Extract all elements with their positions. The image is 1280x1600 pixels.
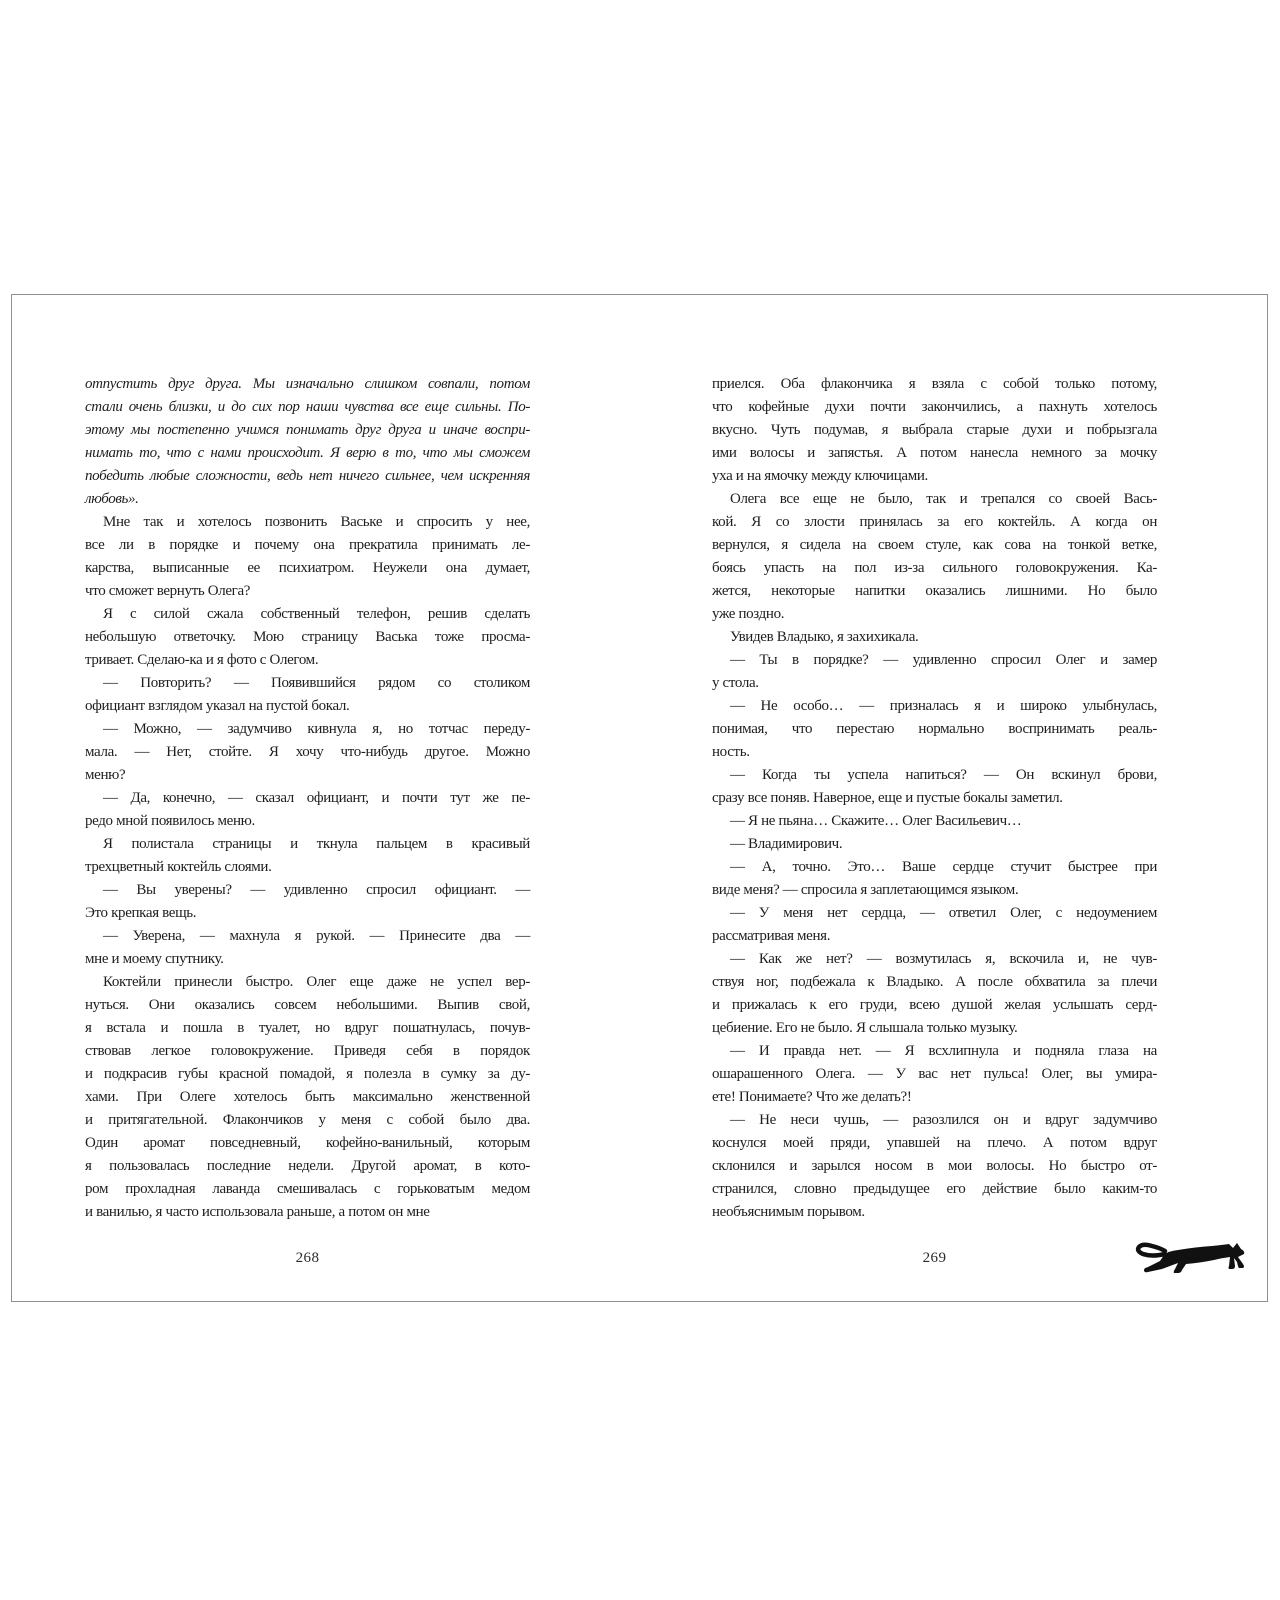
paragraph [712, 626, 1157, 649]
leaping-cat-icon [1134, 1242, 1246, 1276]
text-line: уже поздно. [712, 606, 785, 622]
text-line: нимать то, что с нами происходит. Я верю в то, что мы сможем [85, 445, 530, 461]
text-line: карства, выписанные ее психиатром. Неужели она думает, [85, 560, 530, 576]
text-line: мне и моему спутнику. [85, 951, 224, 967]
paragraph [85, 787, 530, 833]
right-page-text-column [712, 373, 1157, 1224]
text-line: — Ты в порядке? — удивленно спросил Олег и замер [730, 652, 1157, 668]
text-line: боясь упасть на пол из-за сильного головокружения. Ка- [712, 560, 1157, 576]
text-line: жется, некоторые напитки оказались лишними. Но было [712, 583, 1157, 599]
paragraph [85, 511, 530, 603]
text-line: рассматривая меня. [712, 928, 831, 944]
paragraph [85, 373, 530, 511]
text-line: я встала и пошла в туалет, но вдруг пошатнулась, почув- [85, 1020, 530, 1036]
text-line: ствуя ног, подбежала к Владыко. А после обхватила за плечи [712, 974, 1157, 990]
text-line: Мне так и хотелось позвонить Ваське и спросить у нее, [103, 514, 530, 530]
text-line: — Не неси чушь, — разозлился он и вдруг задумчиво [730, 1112, 1157, 1128]
text-line: ими волосы и запястья. А потом нанесла немного за мочку [712, 445, 1157, 461]
text-line: сразу все поняв. Наверное, еще и пустые бокалы заметил. [712, 790, 1063, 806]
text-line: — Вы уверены? — удивленно спросил официант. — [103, 882, 530, 898]
page-number-right: 269 [922, 1250, 947, 1266]
text-line: понимая, что перестаю нормально воспринимать реаль- [712, 721, 1157, 737]
text-line: нуться. Они оказались совсем небольшими. Выпив свой, [85, 997, 530, 1013]
text-line: официант взглядом указал на пустой бокал. [85, 698, 350, 714]
text-line: стали очень близки, и до сих пор наши чувства все еще сильны. По- [85, 399, 530, 415]
text-line: Это крепкая вещь. [85, 905, 197, 921]
text-line: ствовав легкое головокружение. Приведя себя в порядок [85, 1043, 530, 1059]
text-line: вернулся, я сидела на своем стуле, как сова на тонкой ветке, [712, 537, 1157, 553]
paragraph [712, 833, 1157, 856]
text-line: у стола. [712, 675, 759, 691]
text-line: все ли в порядке и почему она прекратила принимать ле- [85, 537, 530, 553]
paragraph [85, 672, 530, 718]
paragraph [85, 603, 530, 672]
text-line: мала. — Нет, стойте. Я хочу что-нибудь другое. Можно [85, 744, 530, 760]
text-line: Я с силой сжала собственный телефон, решив сделать [103, 606, 530, 622]
text-line: странился, словно предыдущее его действие было каким-то [712, 1181, 1157, 1197]
text-line: ете! Понимаете? Что же делать?! [712, 1089, 912, 1105]
text-line: победить любые сложности, ведь нет ничего сильнее, чем искренняя [85, 468, 530, 484]
paragraph [712, 856, 1157, 902]
paragraph [712, 902, 1157, 948]
text-line: небольшую ответочку. Мою страницу Васька тоже просма- [85, 629, 530, 645]
text-line: я пользовалась последние недели. Другой аромат, в кото- [85, 1158, 530, 1174]
text-line: — И правда нет. — Я всхлипнула и подняла глаза на [730, 1043, 1157, 1059]
text-line: — Повторить? — Появившийся рядом со столиком [103, 675, 530, 691]
text-line: тривает. Сделаю-ка и я фото с Олегом. [85, 652, 319, 668]
text-line: Олега все еще не было, так и трепался со своей Вась- [730, 491, 1157, 507]
paragraph [85, 925, 530, 971]
text-line: и прижалась к его груди, всею душой желая услышать серд- [712, 997, 1157, 1013]
paragraph [712, 764, 1157, 810]
paragraph [712, 649, 1157, 695]
text-line: что сможет вернуть Олега? [85, 583, 251, 599]
text-line: — Когда ты успела напиться? — Он вскинул брови, [730, 767, 1157, 783]
paragraph [712, 1109, 1157, 1224]
text-line: — Да, конечно, — сказал официант, и почти тут же пе- [103, 790, 530, 806]
text-line: Коктейли принесли быстро. Олег еще даже не успел вер- [103, 974, 530, 990]
text-line: приелся. Оба флакончика я взяла с собой только потому, [712, 376, 1157, 392]
book-spread-frame [11, 294, 1268, 1302]
text-line: Увидев Владыко, я захихикала. [730, 629, 919, 645]
text-line: этому мы постепенно учимся понимать друг друга и иначе воспри- [85, 422, 530, 438]
text-line: ность. [712, 744, 750, 760]
text-line: — Я не пьяна… Скажите… Олег Васильевич… [730, 813, 1022, 829]
text-line: редо мной появилось меню. [85, 813, 255, 829]
paragraph [712, 695, 1157, 764]
text-line: Я полистала страницы и ткнула пальцем в красивый [103, 836, 530, 852]
paragraph [712, 373, 1157, 488]
text-line: — А, точно. Это… Ваше сердце стучит быстрее при [730, 859, 1157, 875]
paragraph [712, 810, 1157, 833]
page-number-left: 268 [295, 1250, 320, 1266]
text-line: ошарашенного Олега. — У вас нет пульса! Олег, вы умира- [712, 1066, 1157, 1082]
text-line: цебиение. Его не было. Я слышала только музыку. [712, 1020, 1018, 1036]
text-line: кой. Я со злости принялась за его коктейль. А когда он [712, 514, 1157, 530]
text-line: — Не особо… — призналась я и широко улыбнулась, [730, 698, 1157, 714]
paragraph [712, 948, 1157, 1040]
text-line: коснулся моей пряди, упавшей на плечо. А потом вдруг [712, 1135, 1157, 1151]
text-line: — У меня нет сердца, — ответил Олег, с недоумением [730, 905, 1157, 921]
text-line: ром прохладная лаванда смешивалась с горьковатым медом [85, 1181, 530, 1197]
text-line: трехцветный коктейль слоями. [85, 859, 272, 875]
text-line: хами. При Олеге хотелось быть максимально женственной [85, 1089, 530, 1105]
text-line: что кофейные духи почти закончились, а пахнуть хотелось [712, 399, 1157, 415]
left-page-text-column [85, 373, 530, 1224]
text-line: — Владимирович. [730, 836, 843, 852]
paragraph [85, 879, 530, 925]
paragraph [85, 718, 530, 787]
text-line: и подкрасив губы красной помадой, я полезла в сумку за ду- [85, 1066, 530, 1082]
paragraph [712, 1040, 1157, 1109]
text-line: — Как же нет? — возмутилась я, вскочила и, не чув- [730, 951, 1157, 967]
text-line: — Можно, — задумчиво кивнула я, но тотчас переду- [103, 721, 530, 737]
text-line: отпустить друг друга. Мы изначально слишком совпали, потом [85, 376, 530, 392]
text-line: меню? [85, 767, 126, 783]
text-line: и притягательной. Флакончиков у меня с собой было два. [85, 1112, 530, 1128]
text-line: — Уверена, — махнула я рукой. — Принесите два — [103, 928, 530, 944]
text-line: уха и на ямочку между ключицами. [712, 468, 928, 484]
paragraph [712, 488, 1157, 626]
text-line: Один аромат повседневный, кофейно-ванильный, которым [85, 1135, 530, 1151]
paragraph [85, 971, 530, 1224]
paragraph [85, 833, 530, 879]
text-line: и ванилью, я часто использовала раньше, а потом он мне [85, 1204, 430, 1220]
text-line: необъяснимым порывом. [712, 1204, 865, 1220]
text-line: вкусно. Чуть подумав, я выбрала старые духи и побрызгала [712, 422, 1157, 438]
text-line: виде меня? — спросила я заплетающимся языком. [712, 882, 1019, 898]
text-line: любовь». [85, 491, 139, 507]
text-line: склонился и зарылся носом в мои волосы. Но быстро от- [712, 1158, 1157, 1174]
